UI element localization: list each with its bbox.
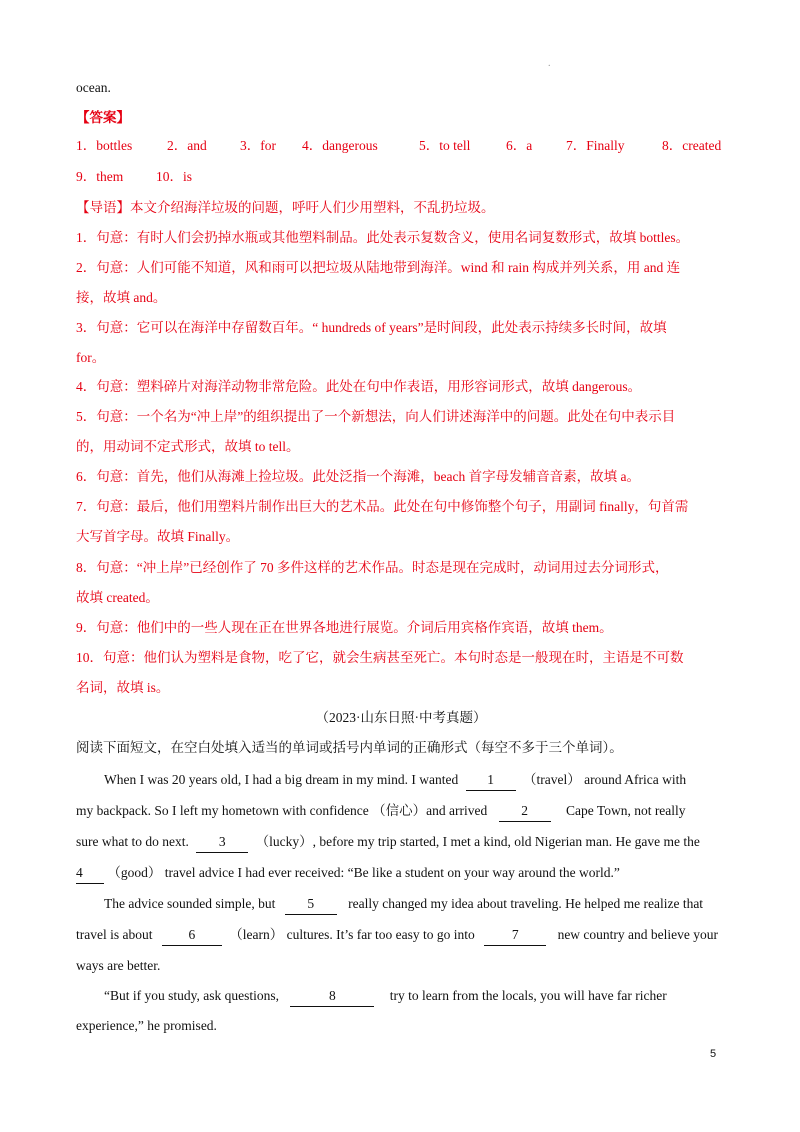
answer-heading: 【答案】 [76, 110, 130, 125]
blank-5: 5 [285, 894, 337, 915]
explanation-line: 2．句意：人们可能不知道，风和雨可以把垃圾从陆地带到海洋。wind 和 rain 构成并列关系，用 and 连 [76, 260, 681, 275]
explanation-line: 接，故填 and。 [76, 290, 167, 305]
answer-3: 3．for [240, 138, 276, 153]
passage-line-6: travel is about 6 （learn） cultures. It’s far too easy to go into 7 new country and believe your [76, 925, 718, 946]
previous-text-end: ocean. [76, 80, 111, 95]
blank-2: 2 [499, 801, 551, 822]
explanation-line: 1．句意：有时人们会扔掉水瓶或其他塑料制品。此处表示复数含义，使用名词复数形式，故填 bottles。 [76, 230, 690, 245]
answer-10: 10．is [156, 169, 193, 184]
explanation-line: 5．句意：一个名为“冲上岸”的组织提出了一个新想法，向人们讲述海洋中的问题。此处在句中表示目 [76, 409, 676, 424]
passage-line-8: “But if you study, ask questions, 8 try to learn from the locals, you will have far richer [104, 986, 667, 1007]
blank-3: 3 [196, 832, 248, 853]
passage-line-2: my backpack. So I left my hometown with confidence （信心）and arrived 2 Cape Town, not really [76, 801, 686, 822]
corner-mark: . [548, 58, 551, 69]
passage-line-7: ways are better. [76, 958, 161, 973]
explanation-line: 6．句意：首先，他们从海滩上捡垃圾。此处泛指一个海滩，beach 首字母发辅音音素，故填 a。 [76, 469, 640, 484]
blank-8: 8 [290, 986, 374, 1007]
explanation-line: for。 [76, 350, 106, 365]
explanation-line: 大写首字母。故填 Finally。 [76, 529, 240, 544]
passage-line-5: The advice sounded simple, but 5 really changed my idea about traveling. He helped me realize that [104, 894, 703, 915]
question-source: （2023·山东日照·中考真题） [315, 710, 487, 725]
blank-4: 4 [76, 863, 104, 884]
explanation-line: 3．句意：它可以在海洋中存留数百年。“ hundreds of years”是时间段，此处表示持续多长时间，故填 [76, 320, 667, 335]
passage-line-4: 4 （good） travel advice I had ever received: “Be like a student on your way around the world.” [76, 863, 620, 884]
explanation-line: 7．句意：最后，他们用塑料片制作出巨大的艺术品。此处在句中修饰整个句子，用副词 finally，句首需 [76, 499, 689, 514]
answer-6: 6．a [506, 138, 533, 153]
explanation-line: 故填 created。 [76, 590, 159, 605]
explanation-line: 8．句意：“冲上岸”已经创作了 70 多件这样的艺术作品。时态是现在完成时，动词用过去分词形式， [76, 560, 669, 575]
answer-8: 8．created [662, 138, 722, 153]
explanation-line: 9．句意：他们中的一些人现在正在世界各地进行展览。介词后用宾格作宾语，故填 them。 [76, 620, 613, 635]
answer-9: 9．them [76, 169, 124, 184]
answer-4: 4．dangerous [302, 138, 378, 153]
passage-line-9: experience,” he promised. [76, 1018, 217, 1033]
guide-text: 【导语】本文介绍海洋垃圾的问题，呼吁人们少用塑料，不乱扔垃圾。 [76, 200, 495, 215]
passage-line-1: When I was 20 years old, I had a big dream in my mind. I wanted 1 （travel） around Africa with [104, 770, 686, 791]
explanation-line: 4．句意：塑料碎片对海洋动物非常危险。此处在句中作表语，用形容词形式，故填 dangerous。 [76, 379, 642, 394]
blank-1: 1 [466, 770, 516, 791]
explanation-line: 名词，故填 is。 [76, 680, 170, 695]
blank-6: 6 [162, 925, 222, 946]
explanation-line: 10．句意：他们认为塑料是食物，吃了它，就会生病甚至死亡。本句时态是一般现在时，主语是不可数 [76, 650, 684, 665]
answer-5: 5．to tell [419, 138, 471, 153]
explanation-line: 的，用动词不定式形式，故填 to tell。 [76, 439, 300, 454]
instruction: 阅读下面短文，在空白处填入适当的单词或括号内单词的正确形式（每空不多于三个单词）。 [76, 740, 623, 755]
answer-1: 1．bottles [76, 138, 133, 153]
blank-7: 7 [484, 925, 546, 946]
passage-line-3: sure what to do next. 3 （lucky）, before my trip started, I met a kind, old Nigerian man. He gave me the [76, 832, 700, 853]
answer-7: 7．Finally [566, 138, 625, 153]
answer-2: 2．and [167, 138, 207, 153]
page-number: 5 [710, 1048, 717, 1060]
